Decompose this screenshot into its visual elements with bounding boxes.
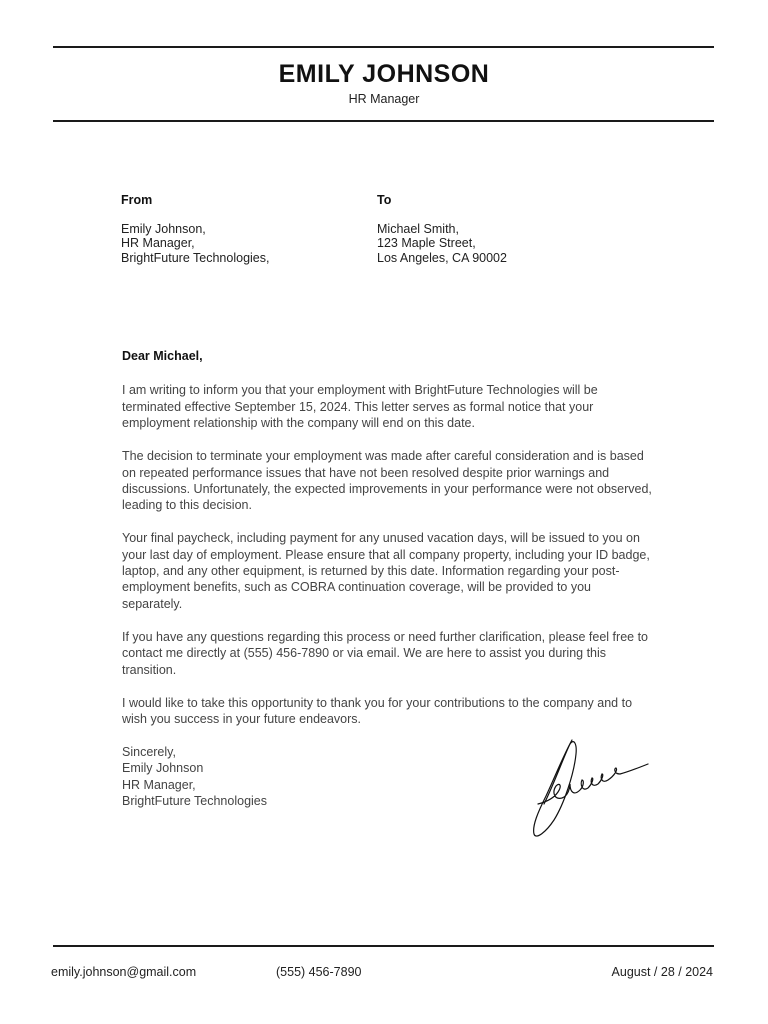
closing-line: BrightFuture Technologies xyxy=(122,794,267,809)
to-address-block xyxy=(377,193,507,265)
footer-email: emily.johnson@gmail.com xyxy=(51,965,197,979)
closing-line: Sincerely, xyxy=(122,744,176,759)
salutation: Dear Michael, xyxy=(122,349,203,363)
sender-job-title: HR Manager xyxy=(348,92,420,106)
footer-rule xyxy=(53,945,714,947)
header-bottom-rule xyxy=(53,120,714,122)
to-line: Michael Smith, xyxy=(377,221,459,236)
letter-paragraph: I would like to take this opportunity to thank you for your contributions to the company and to wish you success in your future endeavors. xyxy=(122,695,633,726)
letter-paragraph: The decision to terminate your employment was made after careful consideration and is based on repeated performance issues that have not been resolved despite prior warnings and discussions. Unfortunately, the expected improvements in your performance were not observed, leading to this decision. xyxy=(122,449,652,513)
to-line: 123 Maple Street, xyxy=(377,236,476,250)
header-top-rule xyxy=(53,46,714,48)
to-line: Los Angeles, CA 90002 xyxy=(377,250,507,265)
closing-line: Emily Johnson xyxy=(122,761,204,776)
footer-phone: (555) 456-7890 xyxy=(276,965,362,979)
to-heading: To xyxy=(377,193,392,207)
from-heading: From xyxy=(121,193,153,207)
handwritten-signature-icon xyxy=(524,734,654,844)
letter-paragraph: Your final paycheck, including payment for any unused vacation days, will be issued to you on your last day of employment. Please ensure that all company property, including your ID badge, laptop, and any other equipment, is returned by this date. Information regarding your post-employment benefits, such as COBRA continuation coverage, will be provided to you separately. xyxy=(122,531,650,611)
letter-paragraph: I am writing to inform you that your employment with BrightFuture Technologies will be terminated effective September 15, 2024. This letter serves as formal notice that your employment relationship with the company will end on this date. xyxy=(122,383,598,431)
from-address-block xyxy=(121,193,269,265)
from-line: Emily Johnson, xyxy=(121,221,206,236)
closing-line: HR Manager, xyxy=(122,777,196,792)
footer-date: August / 28 / 2024 xyxy=(611,965,713,979)
letter-paragraph: If you have any questions regarding this process or need further clarification, please feel free to contact me directly at (555) 456-7890 or via email. We are here to assist you during this transition. xyxy=(122,629,648,677)
sender-name-heading: EMILY JOHNSON xyxy=(278,60,490,88)
from-line: HR Manager, xyxy=(121,236,195,250)
from-line: BrightFuture Technologies, xyxy=(121,250,270,265)
